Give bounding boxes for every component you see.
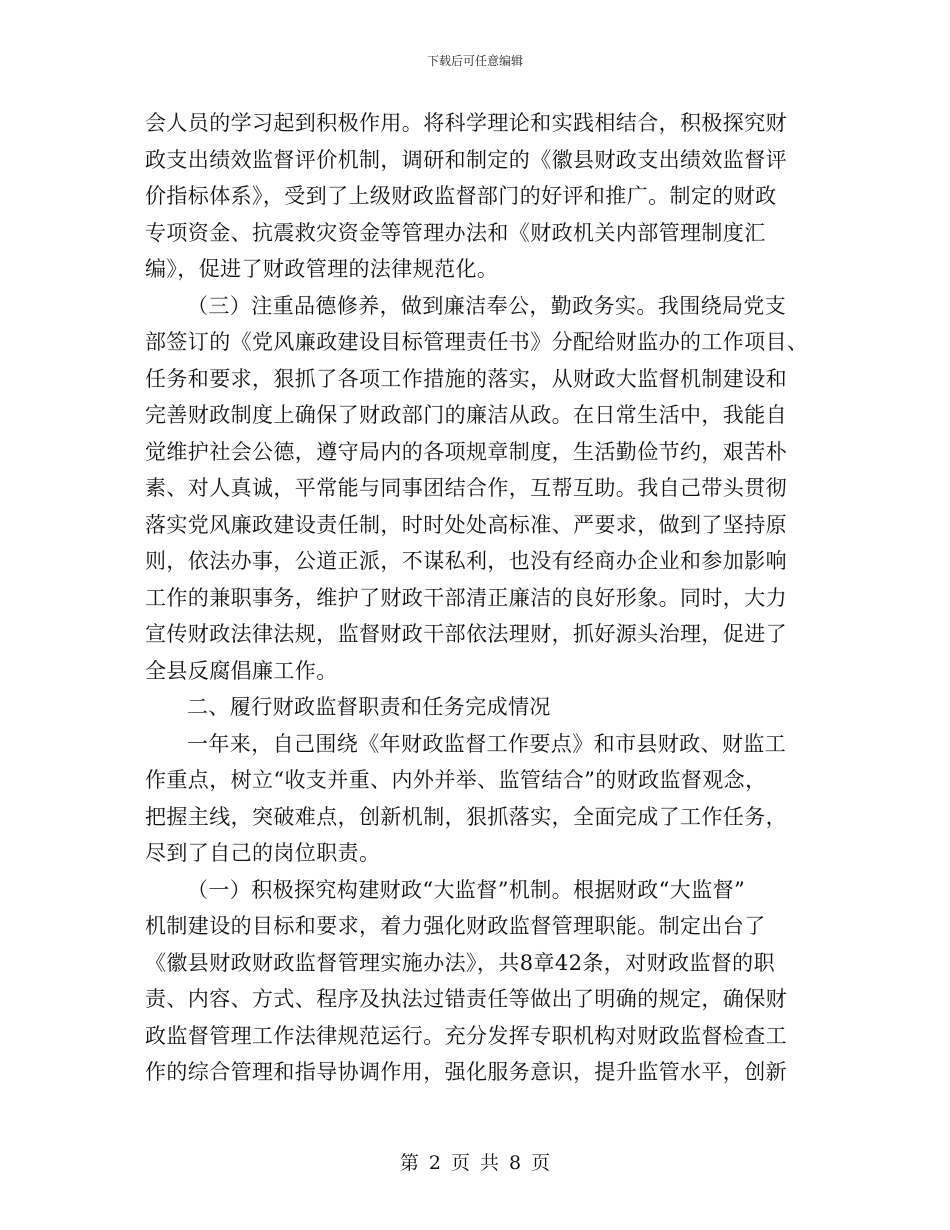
text-line: 作的综合管理和指导协调作用，强化服务意识，提升监管水平，创新 — [145, 1060, 787, 1084]
text-line: 任务和要求，狠抓了各项工作措施的落实，从财政大监督机制建设和 — [145, 366, 787, 391]
text-line: 则，依法办事，公道正派，不谋私利，也没有经商办企业和参加影响 — [145, 549, 787, 573]
text-line: 部签订的《党风廉政建设目标管理责任书》分配给财监办的工作项目、 — [145, 330, 809, 354]
text-line: 觉维护社会公德，遵守局内的各项规章制度，生活勤俭节约，艰苦朴 — [145, 439, 787, 464]
paragraph-start: （三）注重品德修养，做到廉洁奉公，勤政务实。我围绕局党支 — [187, 293, 787, 318]
document-body — [145, 105, 809, 1091]
text-line: 全县反腐倡廉工作。 — [145, 658, 338, 683]
text-line: 政支出绩效监督评价机制，调研和制定的《徽县财政支出绩效监督评 — [145, 147, 787, 172]
section-heading: 二、履行财政监督职责和任务完成情况 — [187, 695, 551, 719]
text-line: 作重点，树立“收支并重、内外并举、监管结合”的财政监督观念， — [145, 768, 767, 792]
text-line: 素、对人真诚，平常能与同事团结合作，互帮互助。我自己带头贯彻 — [145, 476, 787, 500]
text-line: 宣传财政法律法规，监督财政干部依法理财，抓好源头治理，促进了 — [145, 622, 787, 646]
paragraph-start: （一）积极探究构建财政“大监督”机制。根据财政“大监督” — [187, 877, 746, 902]
text-line: 责、内容、方式、程序及执法过错责任等做出了明确的规定，确保财 — [145, 987, 787, 1011]
page-header-note: 下载后可任意编辑 — [426, 54, 523, 68]
text-line: 编》，促进了财政管理的法律规范化。 — [145, 257, 499, 281]
text-line: 《徽县财政财政监督管理实施办法》，共8章42条，对财政监督的职 — [145, 950, 775, 975]
paragraph-start: 一年来，自己围绕《年财政监督工作要点》和市县财政、财监工 — [187, 731, 787, 756]
text-line: 政监督管理工作法律规范运行。充分发挥专职机构对财政监督检查工 — [145, 1023, 787, 1048]
text-line: 会人员的学习起到积极作用。将科学理论和实践相结合，积极探究财 — [145, 111, 787, 135]
text-line: 把握主线，突破难点，创新机制，狠抓落实，全面完成了工作任务， — [145, 804, 787, 829]
text-line: 工作的兼职事务，维护了财政干部清正廉洁的良好形象。同时，大力 — [145, 585, 787, 610]
text-line: 落实党风廉政建设责任制，时时处处高标准、严要求，做到了坚持原 — [145, 512, 787, 537]
text-line: 机制建设的目标和要求，着力强化财政监督管理职能。制定出台了 — [145, 914, 766, 938]
page-number-footer: 第 2 页 共 8 页 — [399, 1152, 551, 1174]
text-line: 专项资金、抗震救灾资金等管理办法和《财政机关内部管理制度汇 — [145, 220, 766, 245]
text-line: 完善财政制度上确保了财政部门的廉洁从政。在日常生活中，我能自 — [145, 403, 787, 427]
text-line: 尽到了自己的岗位职责。 — [145, 841, 381, 865]
text-line: 价指标体系》，受到了上级财政监督部门的好评和推广。制定的财政 — [145, 184, 777, 208]
